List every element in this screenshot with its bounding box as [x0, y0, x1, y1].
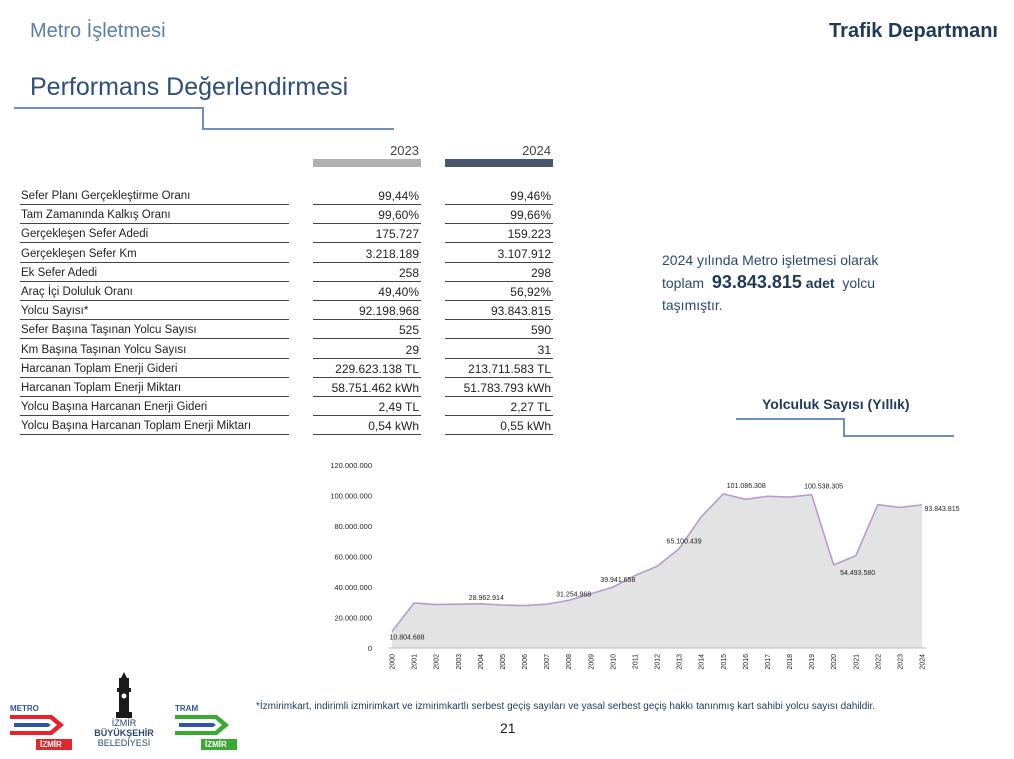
metro-logo-subtext: İZMİR	[40, 740, 62, 749]
page-number: 21	[500, 720, 516, 736]
x-tick-label: 2006	[522, 654, 529, 670]
table-cell-2023: 525	[313, 322, 421, 339]
x-tick-label: 2022	[875, 654, 883, 670]
x-tick-label: 2014	[698, 654, 706, 670]
organization-title: Metro İşletmesi	[30, 20, 166, 42]
table-cell-2023: 3.218.189	[313, 246, 421, 263]
x-tick-label: 2017	[764, 654, 772, 670]
ibb-logo-line-2: BÜYÜKŞEHİR	[94, 728, 154, 738]
title-underline-right	[202, 128, 394, 130]
table-cell-2023: 0,54 kWh	[313, 418, 421, 435]
chart-title-underline-step	[843, 418, 845, 436]
table-row-label: Gerçekleşen Sefer Adedi	[20, 226, 289, 243]
y-tick-label: 80.000.000	[334, 522, 372, 531]
metro-logo-text: METRO	[10, 704, 39, 713]
year-header-2023: 2023	[390, 143, 419, 158]
table-cell-2024: 31	[445, 342, 553, 359]
data-label: 28.962.914	[468, 594, 504, 602]
data-label: 65.100.439	[666, 538, 702, 546]
x-tick-label: 2016	[742, 654, 750, 670]
table-cell-2023: 229.623.138 TL	[313, 361, 421, 378]
x-tick-label: 2000	[389, 654, 397, 670]
chart-title: Yolculuk Sayısı (Yıllık)	[762, 396, 910, 412]
table-row-label: Yolcu Sayısı*	[20, 303, 289, 320]
y-tick-label: 0	[367, 644, 372, 653]
data-label: 54.493.580	[840, 569, 876, 577]
table-row-label: Km Başına Taşınan Yolcu Sayısı	[20, 342, 289, 359]
table-cell-2023: 99,60%	[313, 207, 421, 224]
table-cell-2023: 92.198.968	[313, 303, 421, 320]
table-row-label: Harcanan Toplam Enerji Gideri	[20, 361, 289, 378]
y-tick-label: 100.000.000	[330, 491, 372, 501]
data-label: 93.843.815	[924, 505, 960, 513]
ibb-logo	[88, 672, 160, 754]
x-tick-label: 2012	[654, 654, 662, 670]
year-header-2024: 2024	[522, 143, 551, 158]
x-tick-label: 2010	[610, 654, 618, 670]
data-label: 101.086.308	[726, 482, 766, 490]
summary-text	[662, 249, 912, 316]
x-tick-label: 2015	[720, 654, 728, 670]
data-label: 39.941.658	[600, 577, 636, 585]
table-cell-2024: 99,46%	[445, 188, 553, 205]
table-cell-2024: 2,27 TL	[445, 399, 553, 416]
summary-unit: adet	[805, 275, 835, 291]
y-tick-label: 40.000.000	[334, 583, 372, 592]
tram-logo-subtext: İZMİR	[205, 740, 227, 749]
x-tick-label: 2024	[919, 654, 927, 670]
table-cell-2024: 93.843.815	[445, 303, 553, 320]
tram-logo-text: TRAM	[175, 704, 199, 713]
table-cell-2024: 3.107.912	[445, 246, 553, 263]
x-tick-label: 2008	[566, 654, 574, 670]
summary-line-1: 2024 yılında Metro işletmesi olarak	[662, 252, 879, 268]
year-bar-2024	[445, 159, 553, 167]
clock-tower-icon	[88, 672, 160, 720]
table-row-label: Araç İçi Doluluk Oranı	[20, 284, 289, 301]
table-cell-2024: 0,55 kWh	[445, 418, 553, 435]
table-cell-2023: 2,49 TL	[313, 399, 421, 416]
department-title: Trafik Departmanı	[829, 20, 998, 42]
chart-title-underline-right	[843, 435, 954, 437]
summary-line-2	[662, 271, 912, 294]
x-tick-label: 2005	[499, 654, 507, 670]
table-row-label: Tam Zamanında Kalkış Oranı	[20, 207, 289, 224]
year-bar-2023	[313, 159, 421, 167]
chart-title-underline-left	[736, 418, 844, 420]
table-row-label: Gerçekleşen Sefer Km	[20, 246, 289, 263]
table-cell-2023: 29	[313, 342, 421, 359]
summary-post: yolcu	[842, 275, 876, 291]
table-cell-2024: 159.223	[445, 226, 553, 243]
x-tick-label: 2013	[676, 654, 684, 670]
y-tick-label: 60.000.000	[334, 552, 372, 562]
data-label: 100.538.305	[804, 483, 844, 491]
title-underline-step	[202, 107, 204, 129]
summary-pre: toplam	[662, 275, 705, 291]
x-tick-label: 2009	[588, 654, 596, 670]
table-cell-2023: 258	[313, 265, 421, 282]
table-cell-2024: 298	[445, 265, 553, 282]
page-title: Performans Değerlendirmesi	[30, 73, 349, 101]
x-tick-label: 2019	[809, 654, 817, 670]
x-tick-label: 2018	[787, 654, 794, 670]
x-tick-label: 2020	[831, 654, 839, 670]
table-cell-2023: 175.727	[313, 226, 421, 243]
table-cell-2024: 213.711.583 TL	[445, 361, 553, 378]
tram-logo	[175, 703, 239, 751]
table-row-label: Sefer Başına Taşınan Yolcu Sayısı	[20, 322, 289, 339]
x-tick-label: 2003	[455, 654, 463, 670]
table-cell-2023: 49,40%	[313, 284, 421, 301]
summary-line-3: taşımıştır.	[662, 297, 723, 313]
x-tick-label: 2002	[433, 654, 441, 670]
title-underline-left	[14, 107, 203, 109]
table-cell-2024: 590	[445, 322, 553, 339]
x-tick-label: 2004	[477, 654, 485, 670]
table-row-label: Ek Sefer Adedi	[20, 265, 289, 282]
ridership-chart	[320, 455, 980, 680]
x-tick-label: 2021	[853, 654, 861, 670]
ibb-logo-line-3: BELEDİYESİ	[97, 738, 151, 748]
table-cell-2024: 99,66%	[445, 207, 553, 224]
ibb-logo-line-1: İZMİR	[111, 718, 137, 728]
metro-logo	[10, 703, 74, 751]
y-tick-label: 20.000.000	[334, 613, 372, 623]
data-label: 31.254.968	[556, 591, 592, 599]
x-tick-label: 2011	[632, 654, 640, 670]
table-cell-2023: 99,44%	[313, 188, 421, 205]
table-row-label: Sefer Planı Gerçekleştirme Oranı	[20, 188, 289, 205]
summary-number: 93.843.815	[711, 272, 802, 292]
table-row-label: Yolcu Başına Harcanan Enerji Gideri	[20, 399, 289, 416]
y-tick-label: 120.000.000	[330, 461, 372, 470]
table-cell-2024: 56,92%	[445, 284, 553, 301]
x-tick-label: 2023	[897, 654, 905, 670]
table-row-label: Harcanan Toplam Enerji Miktarı	[20, 380, 289, 397]
footnote: *İzmirimkart, indirimli izmirimkart ve izmirimkartlı serbest geçiş sayıları ve yasal serbest geçiş hakkı tanınmış kart sahibi yolcu sayısı dahildir.	[256, 701, 876, 712]
x-tick-label: 2001	[411, 654, 419, 670]
x-tick-label: 2007	[544, 654, 552, 670]
data-label: 10.804.688	[389, 634, 425, 642]
table-cell-2024: 51.783.793 kWh	[445, 380, 553, 397]
table-row-label: Yolcu Başına Harcanan Toplam Enerji Miktarı	[20, 418, 289, 435]
table-cell-2023: 58.751.462 kWh	[313, 380, 421, 397]
